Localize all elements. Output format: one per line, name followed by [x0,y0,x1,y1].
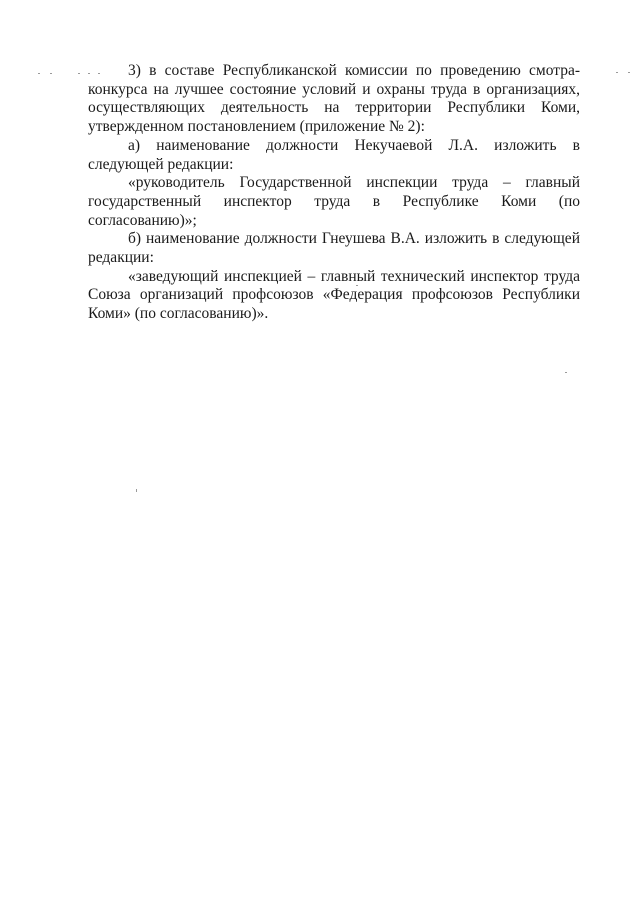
document-body [88,62,580,324]
scan-artifact [50,73,52,74]
scan-artifact [565,372,567,373]
scan-artifact [78,73,80,74]
scan-artifact [628,72,630,73]
paragraph-commission: 3) в составе Республиканской комиссии по проведению смотра-конкурса на лучшее состояние условий и охраны труда в организациях, осуществляющих деятельность на территории Республики Коми, утвержденном постановлением (приложение № 2): [88,62,580,136]
scan-artifact [38,73,40,74]
paragraph-quote-b: «заведующий инспекцией – главный технический инспектор труда Союза организаций профсоюзов «Федерация профсоюзов Республики Коми» (по согласованию)». [88,267,580,323]
paragraph-quote-a: «руководитель Государственной инспекции труда – главный государственный инспектор труда в Республике Коми (по согласованию)»; [88,174,580,229]
paragraph-item-b: б) наименование должности Гнеушева В.А. изложить в следующей редакции: [88,230,580,267]
paragraph-item-a: а) наименование должности Некучаевой Л.А. изложить в следующей редакции: [88,136,580,173]
scan-artifact [616,72,618,73]
scan-artifact [136,489,137,492]
